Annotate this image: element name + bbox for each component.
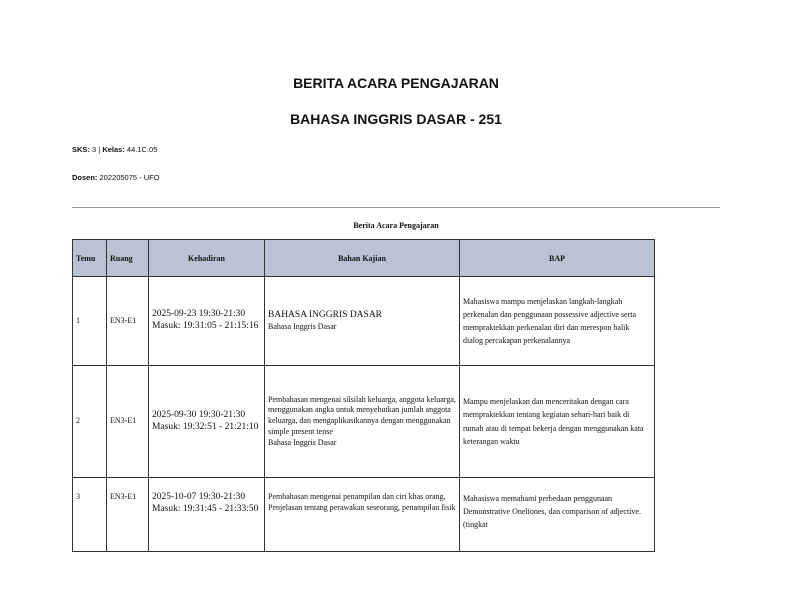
checkin-time: Masuk: 19:31:45 - 21:33:50: [152, 503, 259, 514]
kehadiran-cell: [149, 478, 265, 552]
kehadiran-cell: [149, 366, 265, 478]
sks-value: 3 |: [92, 145, 101, 154]
bap-cell: Mampu menjelaskan dan menceritakan dengan cara mempraktekkan tentang kegiatan sehari-hari baik di rumah atau di tempat bekerja dengan menggunakan kata keterangan waktu: [460, 366, 655, 478]
table-caption: Berita Acara Pengajaran: [353, 221, 439, 230]
ruang-cell: EN3-E1: [107, 478, 149, 552]
document-title: BERITA ACARA PENGAJARAN: [293, 75, 499, 91]
course-title: BAHASA INGGRIS DASAR - 251: [290, 111, 502, 127]
dosen-value: 202205075 - UFO: [99, 173, 160, 182]
ruang-cell: EN3-E1: [107, 277, 149, 366]
header-temu: Temu: [73, 240, 107, 277]
kelas-value: 44.1C.05: [126, 145, 158, 154]
course-info: [72, 145, 157, 154]
attendance-table: [72, 239, 655, 552]
temu-cell: 1: [73, 277, 107, 366]
schedule-time: 2025-09-23 19:30-21:30: [152, 309, 246, 320]
sks-label: SKS:: [72, 145, 90, 154]
checkin-time: Masuk: 19:32:51 - 21:21:10: [152, 421, 259, 432]
bahan-kajian-title: BAHASA INGGRIS DASAR: [268, 310, 383, 321]
temu-cell: 2: [73, 366, 107, 478]
table-row: [73, 478, 655, 552]
bahan-kajian-text: Bahasa Inggris Dasar: [268, 322, 337, 331]
bahan-kajian-cell: [265, 366, 460, 478]
ruang-cell: EN3-E1: [107, 366, 149, 478]
bahan-kajian-cell: [265, 277, 460, 366]
lecturer-info: [72, 173, 160, 182]
divider: [72, 207, 720, 208]
bahan-kajian-cell: [265, 478, 460, 552]
bahan-kajian-text: Bahasa Inggris Dasar: [268, 437, 337, 447]
bahan-kajian-title: Pembahasan mengenai penampilan dan ciri khas orang, Penjelasan tentang perawakan seseorang, penampilan fisik: [268, 492, 456, 512]
bahan-kajian-title: Pembahasan mengenai silsilah keluarga, anggota keluarga, menggunakan angka untuk menyebutkan jumlah anggota keluarga, dan mengaplikasikannya dengan menggunakan simple present tense: [268, 394, 456, 436]
header-kehadiran: Kehadiran: [149, 240, 265, 277]
kehadiran-cell: [149, 277, 265, 366]
table-row: [73, 277, 655, 366]
header-bahan-kajian: Bahan Kajian: [265, 240, 460, 277]
header-bap: BAP: [460, 240, 655, 277]
dosen-label: Dosen:: [72, 173, 98, 182]
header-ruang: Ruang: [107, 240, 149, 277]
checkin-time: Masuk: 19:31:05 - 21:15:16: [152, 321, 259, 331]
schedule-time: 2025-10-07 19:30-21:30: [152, 492, 246, 502]
temu-cell: 3: [73, 478, 107, 552]
bap-cell: Mahasiswa mampu menjelaskan langkah-langkah perkenalan dan penggunaan possessive adjective serta mempraktekkan perkenalan diri dan merespon balik dialog percakapan perkenalannya: [460, 277, 655, 366]
schedule-time: 2025-09-30 19:30-21:30: [152, 409, 246, 420]
table-row: [73, 366, 655, 478]
bap-cell: Mahasiswa memahami perbedaan penggunaan Demonstrative Oneliones, dan comparison of adjective. (tingkat: [460, 478, 655, 552]
kelas-label: Kelas:: [102, 145, 125, 154]
table-header-row: [73, 240, 655, 277]
